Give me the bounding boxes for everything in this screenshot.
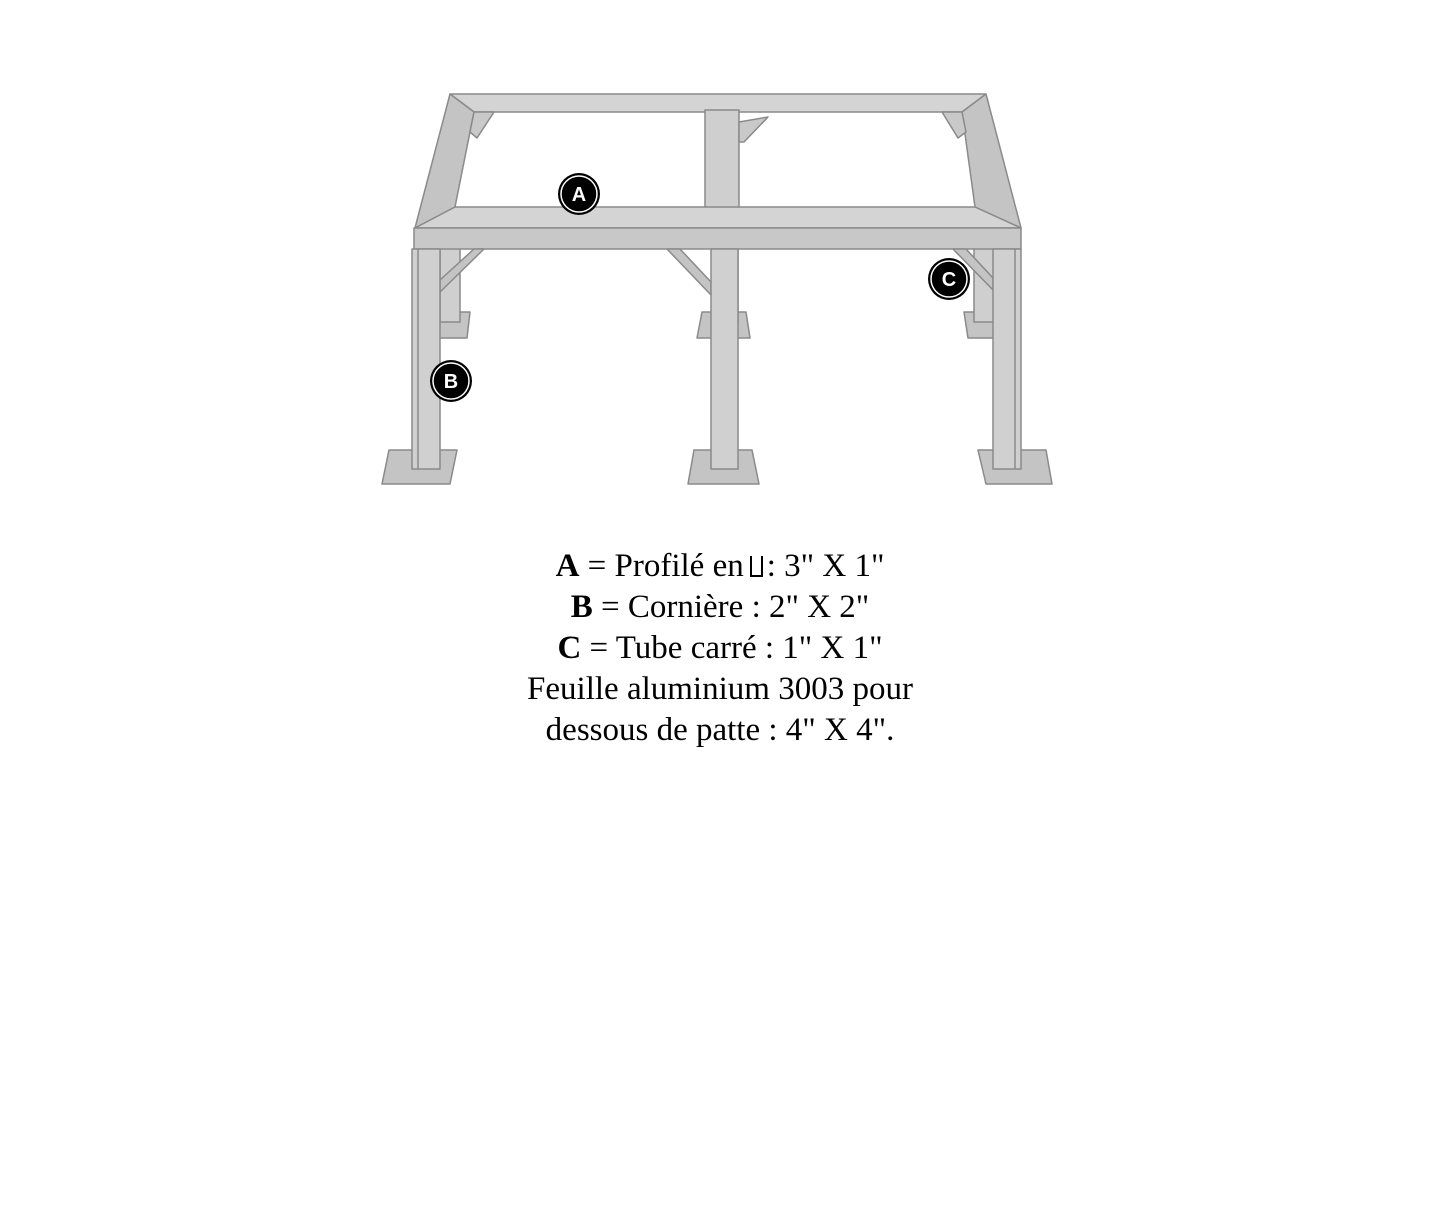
legend-line-a	[0, 546, 1440, 587]
legend-text-c: = Tube carré : 1" X 1"	[581, 630, 883, 666]
legend-key-c: C	[557, 630, 582, 666]
legend-line-sheet-size: dessous de patte : 4" X 4".	[545, 712, 895, 748]
legend-dimensions-a: : 3" X 1"	[766, 548, 885, 584]
callout-b	[430, 360, 472, 402]
front-middle-leg	[711, 249, 738, 469]
callout-b-label: B	[443, 371, 459, 393]
callout-c	[928, 258, 970, 300]
callout-c-label: C	[941, 269, 957, 291]
middle-cross-member	[705, 110, 739, 208]
front-left-leg	[412, 249, 440, 469]
legend-key-b: B	[570, 589, 593, 625]
back-right-gusset	[942, 112, 966, 138]
legend-text-b: = Cornière : 2" X 2"	[592, 589, 870, 625]
front-middle-brace	[667, 249, 711, 295]
frame-diagram	[0, 0, 1440, 500]
legend-line-c	[0, 628, 1440, 669]
callout-a-label: A	[571, 184, 587, 206]
back-left-gusset	[470, 112, 494, 138]
front-rail-top	[415, 207, 1021, 228]
legend-line-sheet: Feuille aluminium 3003 pour	[527, 671, 913, 707]
legend-key-a: A	[555, 548, 580, 584]
legend-text-a: = Profilé en	[579, 548, 744, 584]
legend	[0, 546, 1440, 751]
front-rail-face	[414, 228, 1021, 249]
front-right-leg	[993, 249, 1021, 469]
legend-line-b	[0, 587, 1440, 628]
middle-cross-gusset	[739, 117, 768, 142]
callout-a	[558, 173, 600, 215]
u-channel-icon	[750, 556, 763, 577]
